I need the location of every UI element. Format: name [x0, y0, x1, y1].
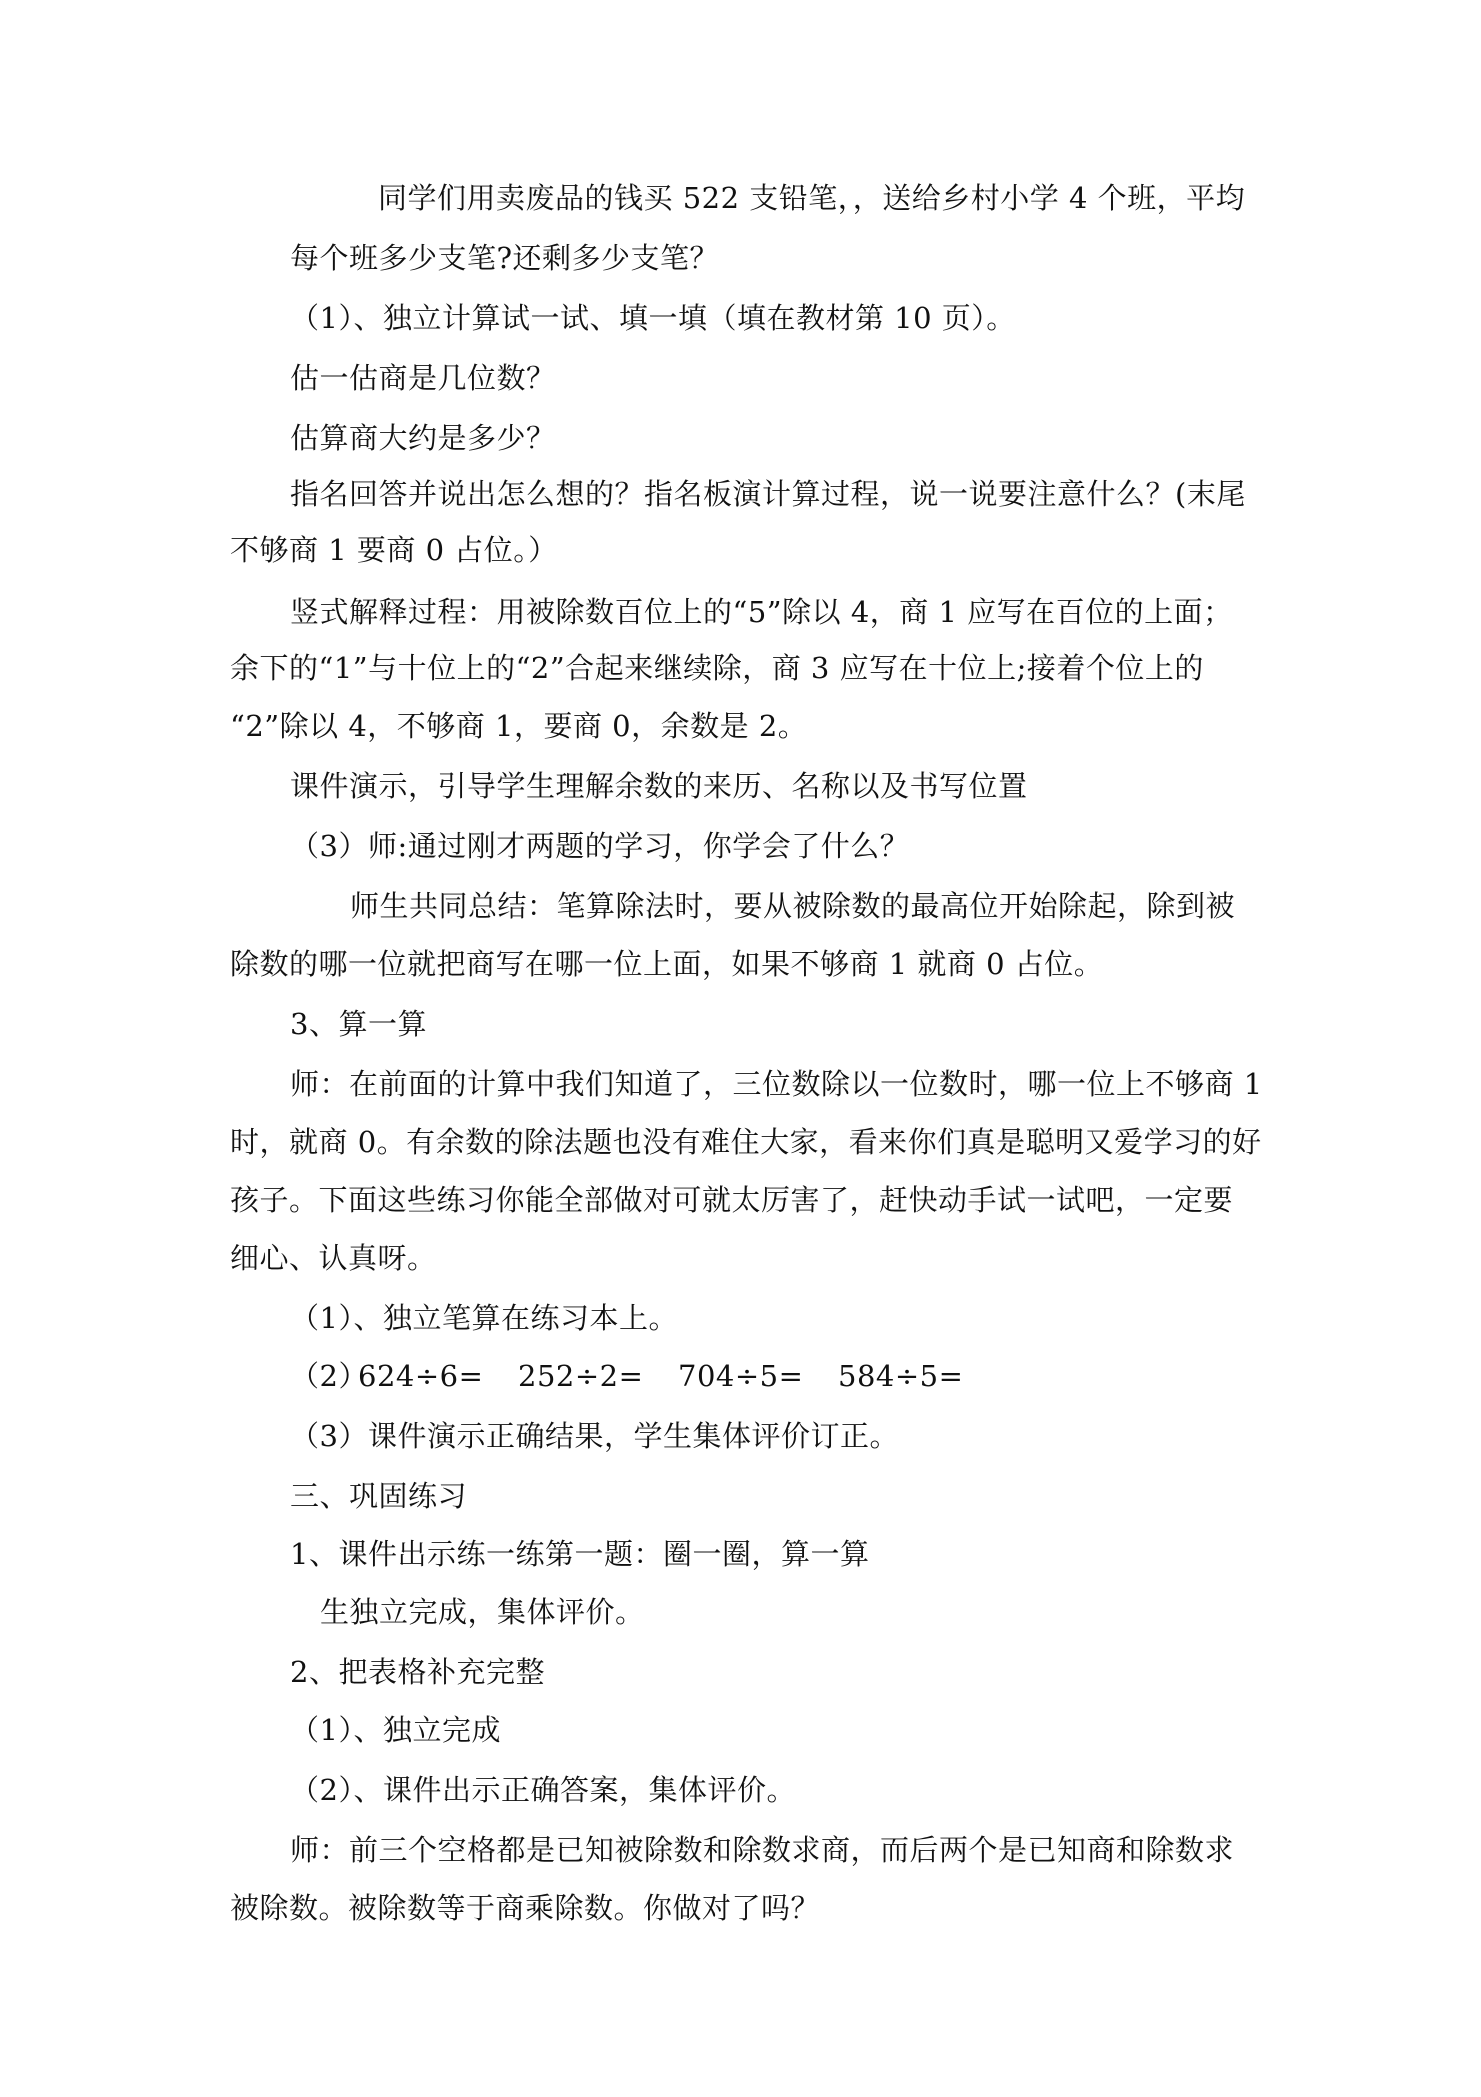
section-heading: 三、巩固练习: [290, 1479, 468, 1513]
exercise-item: 704÷5=: [678, 1359, 804, 1393]
paragraph-line: 师：前三个空格都是已知被除数和除数求商，而后两个是已知商和除数求: [290, 1833, 1235, 1867]
paragraph-line: 同学们用卖废品的钱买 522 支铅笔，，送给乡村小学 4 个班，平均: [378, 181, 1246, 215]
paragraph-line: “2”除以 4，不够商 1，要商 0，余数是 2。: [230, 709, 808, 743]
paragraph-line: （3）师:通过刚才两题的学习，你学会了什么？: [290, 829, 910, 863]
paragraph-line: 余下的“1”与十位上的“2”合起来继续除，商 3 应写在十位上;接着个位上的: [230, 651, 1204, 685]
paragraph-line: 指名回答并说出怎么想的？指名板演计算过程，说一说要注意什么？(末尾: [290, 477, 1246, 511]
exercise-label: （2）: [290, 1359, 368, 1393]
paragraph-line: 不够商 1 要商 0 占位。）: [230, 533, 558, 567]
paragraph-line: 细心、认真呀。: [230, 1241, 437, 1275]
exercise-item: 624÷6=: [358, 1359, 484, 1393]
paragraph-line: 2、把表格补充完整: [290, 1655, 545, 1689]
paragraph-line: 竖式解释过程：用被除数百位上的“5”除以 4，商 1 应写在百位的上面；: [290, 595, 1233, 629]
paragraph-line: （1）、独立完成: [290, 1713, 501, 1747]
exercise-item: 584÷5=: [838, 1359, 964, 1393]
paragraph-line: 课件演示，引导学生理解余数的来历、名称以及书写位置: [290, 769, 1028, 803]
paragraph-line: （3）课件演示正确结果，学生集体评价订正。: [290, 1419, 899, 1453]
paragraph-line: 1、课件出示练一练第一题：圈一圈，算一算: [290, 1537, 870, 1571]
section-heading: 3、算一算: [290, 1007, 427, 1041]
paragraph-line: 时，就商 0。有余数的除法题也没有难住大家，看来你们真是聪明又爱学习的好: [230, 1125, 1262, 1159]
paragraph-line: （2）、课件出示正确答案，集体评价。: [290, 1773, 796, 1807]
paragraph-line: 生独立完成，集体评价。: [320, 1595, 645, 1629]
exercise-item: 252÷2=: [518, 1359, 644, 1393]
paragraph-line: 师生共同总结：笔算除法时，要从被除数的最高位开始除起，除到被: [350, 889, 1236, 923]
paragraph-line: 估一估商是几位数？: [290, 361, 556, 395]
paragraph-line: （1）、独立笔算在练习本上。: [290, 1301, 678, 1335]
paragraph-line: 估算商大约是多少？: [290, 421, 556, 455]
paragraph-line: 师：在前面的计算中我们知道了，三位数除以一位数时，哪一位上不够商 1: [290, 1067, 1263, 1101]
paragraph-line: 每个班多少支笔?还剩多少支笔？: [290, 241, 720, 275]
paragraph-line: 除数的哪一位就把商写在哪一位上面，如果不够商 1 就商 0 占位。: [230, 947, 1104, 981]
paragraph-line: （1）、独立计算试一试、填一填（填在教材第 10 页）。: [290, 301, 1016, 335]
paragraph-line: 被除数。被除数等于商乘除数。你做对了吗？: [230, 1891, 821, 1925]
exercise-row: [290, 1356, 998, 1396]
paragraph-line: 孩子。下面这些练习你能全部做对可就太厉害了，赶快动手试一试吧，一定要: [230, 1183, 1234, 1217]
